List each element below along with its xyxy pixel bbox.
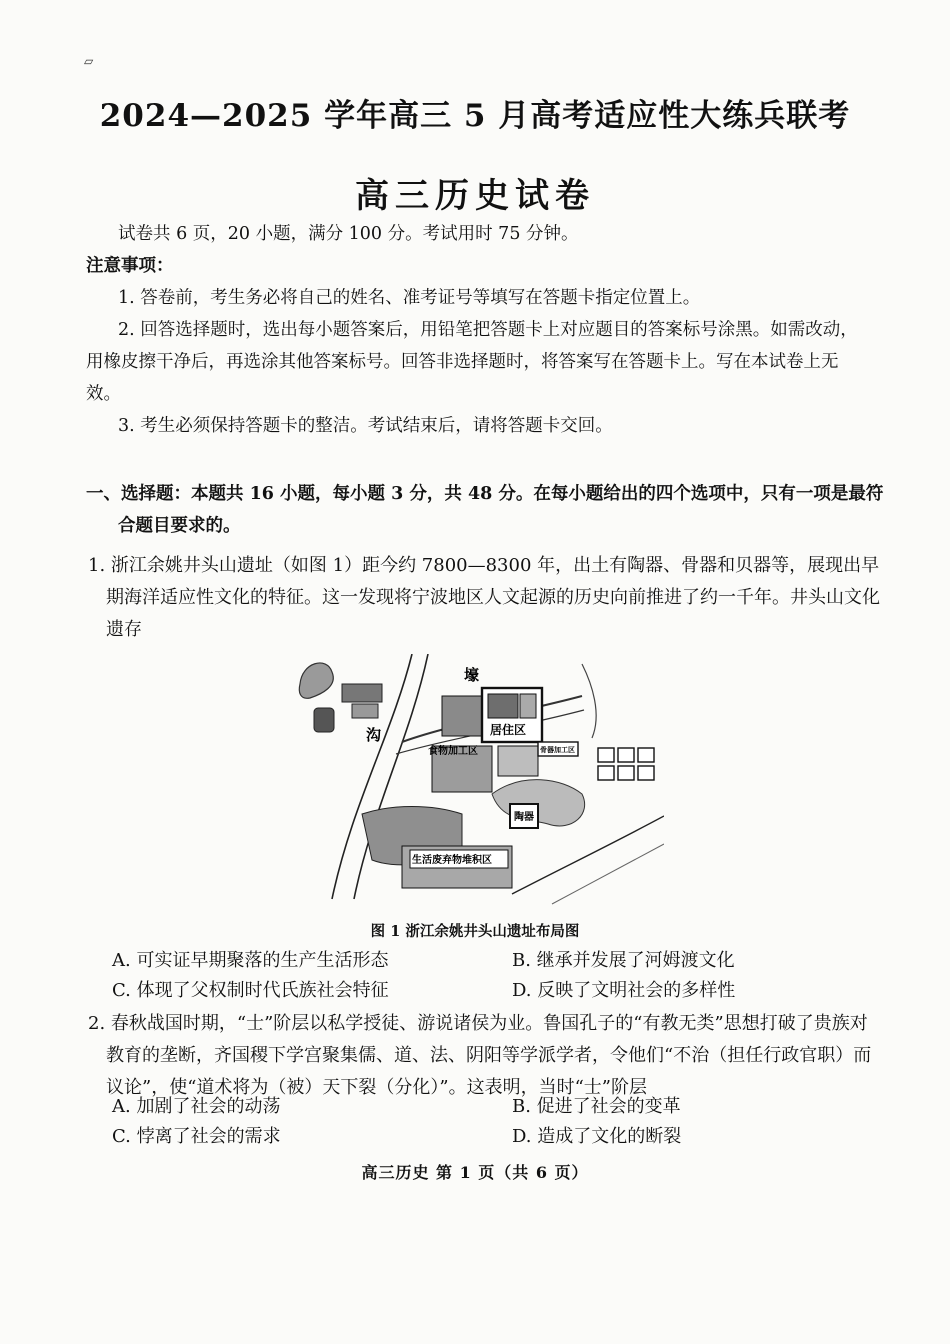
q2-option-d: D. 造成了文化的断裂 <box>512 1126 682 1147</box>
map-label-pottery: 陶器 <box>514 812 534 823</box>
q1-option-c: C. 体现了父权制时代氏族社会特征 <box>112 980 389 1001</box>
question-1-stem: 1. 浙江余姚井头山遗址（如图 1）距今约 7800—8300 年，出土有陶器、骨器和贝器等，展现出早期海洋适应性文化的特征。这一发现将宁波地区人文起源的历史向前推进了约一千年。井头山文化遗存 <box>88 555 880 640</box>
exam-title: 2024—2025 学年高三 5 月高考适应性大练兵联考 <box>99 98 851 134</box>
map-label-food: 食物加工区 <box>428 746 478 757</box>
map-label-waste: 生活废弃物堆积区 <box>412 855 492 866</box>
exam-intro: 试卷共 6 页，20 小题，满分 100 分。考试用时 75 分钟。 <box>118 224 579 244</box>
map-label-moat1: 壕 <box>464 667 480 684</box>
section-heading: 一、选择题：本题共 16 小题，每小题 3 分，共 48 分。在每小题给出的四个选项中，只有一项是最符合题目要求的。 <box>86 484 884 536</box>
q2-option-c: C. 悖离了社会的需求 <box>112 1126 281 1147</box>
q2-option-b: B. 促进了社会的变革 <box>512 1096 681 1117</box>
question-2-stem: 2. 春秋战国时期，“士”阶层以私学授徒、游说诸侯为业。鲁国孔子的“有教无类”思想打破了贵族对教育的垄断，齐国稷下学宫聚集儒、道、法、阴阳等学派学者，令他们“不治（担任行政官职）而议论”，使“道术将为（被）天下裂（分化）”。这表明，当时“士”阶层 <box>88 1013 872 1098</box>
notice-item-2: 2. 回答选择题时，选出每小题答案后，用铅笔把答题卡上对应题目的答案标号涂黑。如需改动，用橡皮擦干净后，再选涂其他答案标号。回答非选择题时，将答案写在答题卡上。写在本试卷上无效。 <box>86 320 858 404</box>
page-footer: 高三历史 第 1 页（共 6 页） <box>361 1163 589 1182</box>
q1-option-b: B. 继承并发展了河姆渡文化 <box>512 950 735 971</box>
map-label-moat2: 沟 <box>366 727 382 744</box>
map-label-residence: 居住区 <box>490 723 527 737</box>
corner-mark: ▱ <box>84 54 94 68</box>
notice-item-1: 1. 答卷前，考生务必将自己的姓名、准考证号等填写在答题卡指定位置上。 <box>118 288 701 308</box>
notice-heading: 注意事项： <box>86 256 174 276</box>
q1-option-d: D. 反映了文明社会的多样性 <box>512 980 736 1001</box>
notice-item-3: 3. 考生必须保持答题卡的整洁。考试结束后，请将答题卡交回。 <box>118 416 613 436</box>
q1-option-a: A. 可实证早期聚落的生产生活形态 <box>112 950 389 971</box>
site-layout-map <box>292 654 664 909</box>
exam-subtitle: 高三历史试卷 <box>355 176 595 216</box>
figure-1-caption: 图 1 浙江余姚井头山遗址布局图 <box>370 923 580 940</box>
map-label-bone: 骨器加工区 <box>540 747 575 754</box>
q2-option-a: A. 加剧了社会的动荡 <box>112 1096 281 1117</box>
